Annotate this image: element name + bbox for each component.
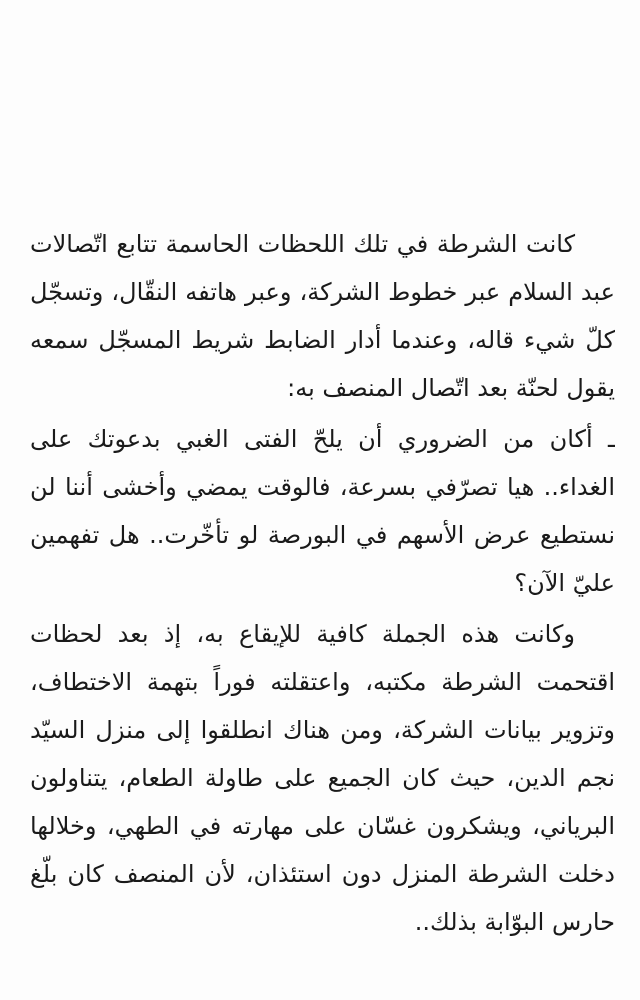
text-line: دخلت الشرطة المنزل دون استئذان، لأن المنصف كان بلّغ [30, 860, 615, 888]
text-line: ـ أكان من الضروري أن يلحّ الفتى الغبي بدعوتك على [30, 425, 615, 453]
text-line: وكانت هذه الجملة كافية للإيقاع به، إذ بعد لحظات [30, 620, 575, 648]
text-line: البرياني، ويشكرون غسّان على مهارته في الطهي، وخلالها [30, 812, 615, 840]
text-line: عبد السلام عبر خطوط الشركة، وعبر هاتفه النقّال، وتسجّل [30, 278, 615, 306]
text-line: الغداء.. هيا تصرّفي بسرعة، فالوقت يمضي وأخشى أننا لن [30, 473, 615, 501]
text-line: اقتحمت الشرطة مكتبه، واعتقلته فوراً بتهمة الاختطاف، [30, 668, 615, 696]
text-line: نجم الدين، حيث كان الجميع على طاولة الطعام، يتناولون [30, 764, 615, 792]
text-line: نستطيع عرض الأسهم في البورصة لو تأخّرت.. هل تفهمين [30, 521, 615, 549]
paragraph-3 [30, 610, 615, 946]
text-line: عليّ الآن؟ [514, 569, 615, 597]
paragraph-1 [30, 220, 615, 412]
text-line: كلّ شيء قاله، وعندما أدار الضابط شريط المسجّل سمعه [30, 326, 615, 354]
text-line: حارس البوّابة بذلك.. [414, 908, 615, 936]
paragraph-2 [30, 415, 615, 607]
text-line: كانت الشرطة في تلك اللحظات الحاسمة تتابع اتّصالات [30, 230, 575, 258]
text-line: وتزوير بيانات الشركة، ومن هناك انطلقوا إلى منزل السيّد [30, 716, 615, 744]
text-line: يقول لحنّة بعد اتّصال المنصف به: [287, 374, 615, 402]
